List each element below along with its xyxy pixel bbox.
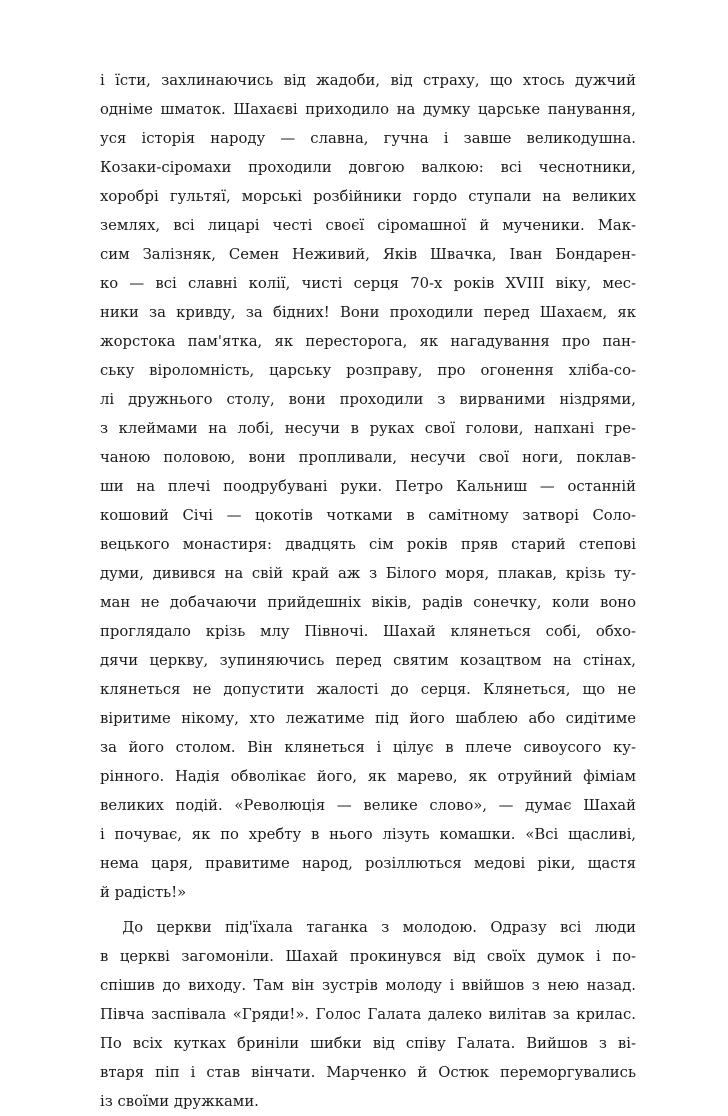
text-line: землях, всі лицарі честі своєї сіромашної й мученики. Мак- — [100, 217, 636, 234]
text-line: проглядало крізь млу Півночі. Шахай клянеться собі, обхо- — [100, 623, 636, 640]
text-line: По всіх кутках бриніли шибки від співу Галата. Вийшов з ві- — [100, 1035, 636, 1052]
text-line: спішив до виходу. Там він зустрів молоду і ввійшов з нею назад. — [100, 977, 636, 994]
text-line: уся історія народу — славна, гучна і завше великодушна. — [100, 130, 636, 147]
text-line: рінного. Надія обволікає його, як марево, як отруйний фіміам — [100, 768, 636, 785]
text-line: втаря піп і став вінчати. Марченко й Остюк переморгувались — [100, 1064, 636, 1081]
text-line: із своїми дружками. — [100, 1093, 259, 1110]
text-line: в церкві загомоніли. Шахай прокинувся від своїх думок і по- — [100, 948, 636, 965]
text-line: й радість!» — [100, 884, 187, 901]
text-line: великих подій. «Революція — велике слово», — думає Шахай — [100, 797, 636, 814]
text-line: Півча заспівала «Гряди!». Голос Галата далеко вилітав за крилас. — [100, 1006, 636, 1023]
text-line: Козаки-сіромахи проходили довгою валкою: всі чеснотники, — [100, 159, 636, 176]
paragraph — [100, 66, 636, 907]
text-line: і їсти, захлинаючись від жадоби, від страху, що хтось дужчий — [100, 72, 636, 89]
text-line: з клеймами на лобі, несучи в руках свої голови, напхані гре- — [100, 420, 636, 437]
page-text — [100, 66, 636, 1116]
text-line: віритиме нікому, хто лежатиме під його шаблею або сидітиме — [100, 710, 636, 727]
text-line: хоробрі гультяї, морські розбійники гордо ступали на великих — [100, 188, 636, 205]
text-line: вецького монастиря: двадцять сім років пряв старий степові — [100, 536, 636, 553]
text-line: ську віроломність, царську розправу, про огонення хліба-со- — [100, 362, 636, 379]
text-line: і почуває, як по хребту в нього лізуть комашки. «Всі щасливі, — [100, 826, 636, 843]
text-line: дячи церкву, зупиняючись перед святим козацтвом на стінах, — [100, 652, 636, 669]
text-line: ман не добачаючи прийдешніх віків, радів сонечку, коли воно — [100, 594, 636, 611]
text-line: ши на плечі поодрубувані руки. Петро Кальниш — останній — [100, 478, 636, 495]
text-line: ко — всі славні колії, чисті серця 70-х років XVIII віку, мес- — [100, 275, 636, 292]
text-line: за його столом. Він клянеться і цілує в плече сивоусого ку- — [100, 739, 636, 756]
text-line: чаною половою, вони пропливали, несучи свої ноги, поклав- — [100, 449, 636, 466]
text-line: клянеться не допустити жалості до серця. Клянеться, що не — [100, 681, 636, 698]
text-line: лі дружнього столу, вони проходили з вирваними ніздрями, — [100, 391, 636, 408]
text-line: сим Залізняк, Семен Неживий, Яків Швачка, Іван Бондарен- — [100, 246, 636, 263]
paragraph — [100, 913, 636, 1116]
text-line: нема царя, правитиме народ, розіллються медові ріки, щастя — [100, 855, 636, 872]
text-line: кошовий Січі — цокотів чотками в самітному затворі Соло- — [100, 507, 636, 524]
text-line: одніме шматок. Шахаєві приходило на думку царське панування, — [100, 101, 636, 118]
text-line: ники за кривду, за бідних! Вони проходили перед Шахаєм, як — [100, 304, 636, 321]
text-line: думи, дивився на свій край аж з Білого моря, плакав, крізь ту- — [100, 565, 636, 582]
text-line: жорстока пам'ятка, як пересторога, як нагадування про пан- — [100, 333, 636, 350]
text-line: До церкви під'їхала таганка з молодою. Одразу всі люди — [122, 919, 636, 936]
